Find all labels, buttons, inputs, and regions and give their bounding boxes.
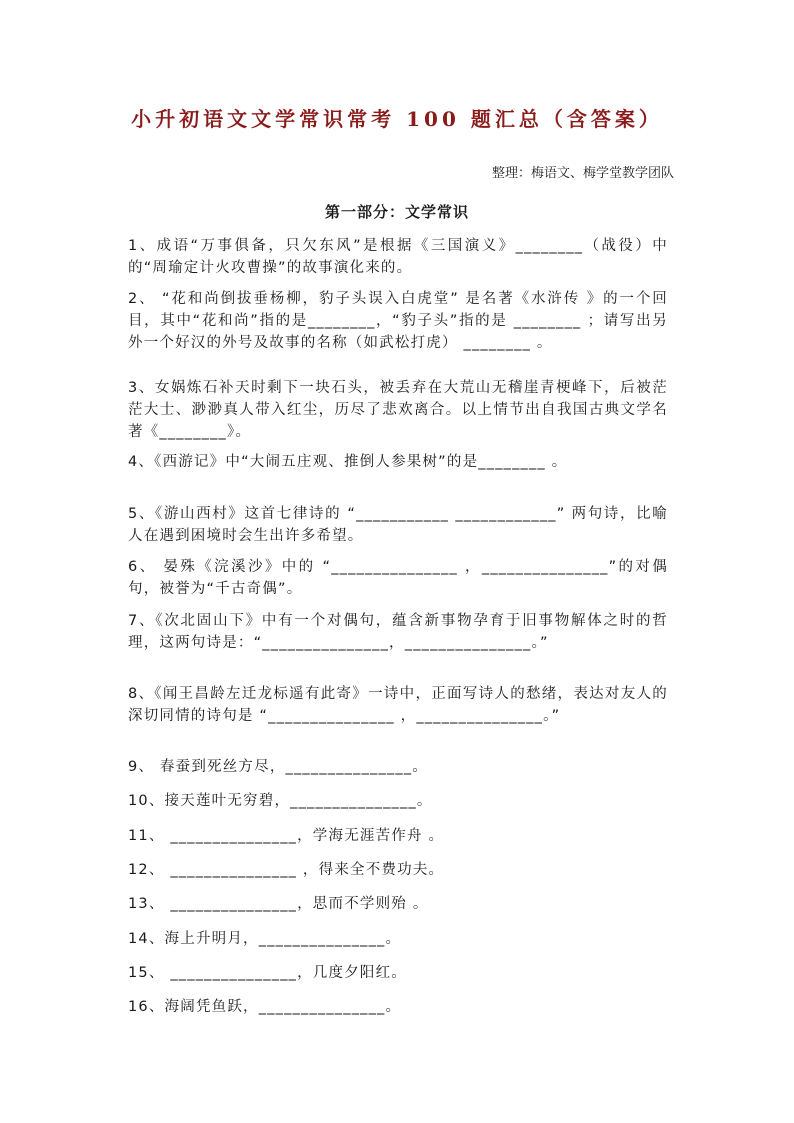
- question-7: 7、《次北固山下》中有一个对偶句，蕴含新事物孕育于旧事物解体之时的哲理，这两句诗是：“_______________，_______________。”: [128, 613, 668, 651]
- question-1: 1、成语“万事俱备，只欠东风”是根据《三国演义》________（战役）中的“周瑜定计火攻曹操”的故事演化来的。: [128, 238, 668, 276]
- question-15: 15、 _______________，几度夕阳红。: [128, 965, 408, 981]
- section-heading: 第一部分：文学常识: [324, 203, 469, 221]
- question-8: 8、《闻王昌龄左迁龙标遥有此寄》一诗中，正面写诗人的愁绪，表达对友人的深切同情的诗句是 “_______________ ，_______________。”: [128, 686, 668, 724]
- question-16: 16、海阔凭鱼跃，_______________。: [128, 999, 402, 1015]
- question-6: 6、 晏殊《浣溪沙》中的 “_______________ ，_______________”的对偶句，被誉为“千古奇偶”。: [128, 559, 668, 597]
- question-10: 10、接天莲叶无穷碧，_______________。: [128, 793, 433, 809]
- question-11: 11、 _______________，学海无涯苦作舟 。: [128, 828, 445, 844]
- question-13: 13、 _______________，思而不学则殆 。: [128, 896, 429, 912]
- question-14: 14、海上升明月，_______________。: [128, 931, 402, 947]
- question-3: 3、女娲炼石补天时剩下一块石头，被丢弃在大荒山无稽崖青梗峰下，后被茫茫大士、渺渺真人带入红尘，历尽了悲欢离合。以上情节出自我国古典文学名著《________》。: [128, 380, 668, 440]
- document-title: 小升初语文文学常识常考 100 题汇总（含答案）: [131, 107, 663, 131]
- question-9: 9、 春蚕到死丝方尽，_______________。: [128, 759, 428, 775]
- question-5: 5、《游山西村》这首七律诗的 “___________ ____________” 两句诗，比喻人在遇到困境时会生出许多希望。: [128, 506, 668, 544]
- question-12: 12、 _______________ ，得来全不费功夫。: [128, 862, 445, 878]
- author-credit: 整理：梅语文、梅学堂教学团队: [491, 166, 674, 181]
- question-2: 2、 “花和尚倒拔垂杨柳，豹子头误入白虎堂” 是名著《水浒传 》的一个回目，其中“花和尚”指的是________，“豹子头”指的是 ________ ；请写出另外一个好汉的外号及故事的名称（如武松打虎） ________ 。: [128, 291, 668, 351]
- question-4: 4、《西游记》中“大闹五庄观、推倒人参果树”的是________ 。: [128, 454, 568, 470]
